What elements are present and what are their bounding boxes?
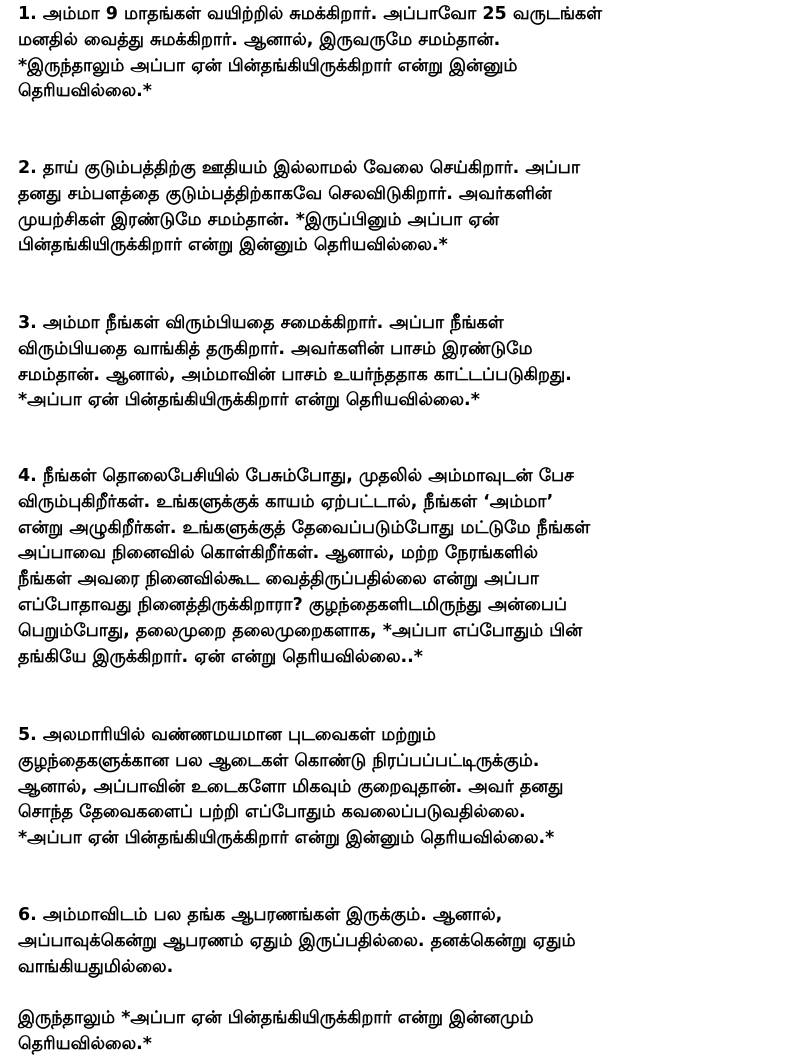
paragraph-3: 3. அம்மா நீங்கள் விரும்பியதை சமைக்கிறார். அப்பா நீங்கள் விரும்பியதை வாங்கித் தருகிறார். அவர்களின் பாசம் இரண்டுமே சமம்தான். ஆனால், அம்மாவின் பாசம் உயர்ந்ததாக காட்டப்படுகிறது. *அப்பா ஏன் பின்தங்கியிருக்கிறார் என்று தெரியவில்லை.* — [18, 313, 572, 411]
paragraph-1: 1. அம்மா 9 மாதங்கள் வயிற்றில் சுமக்கிறார். அப்பாவோ 25 வருடங்கள் மனதில் வைத்து சுமக்கிறார். ஆனால், இருவருமே சமம்தான். *இருந்தாலும் அப்பா ஏன் பின்தங்கியிருக்கிறார் என்று இன்னும் தெரியவில்லை.* — [18, 4, 603, 102]
paragraph-5: 5. அலமாரியில் வண்ணமயமான புடவைகள் மற்றும் குழந்தைகளுக்கான பல ஆடைகள் கொண்டு நிரப்பப்பட்டிருக்கும். ஆனால், அப்பாவின் உடைகளோ மிகவும் குறைவுதான். அவர் தனது சொந்த தேவைகளைப் பற்றி எப்போதும் கவலைப்படுவதில்லை. *அப்பா ஏன் பின்தங்கியிருக்கிறார் என்று இன்னும் தெரியவில்லை.* — [18, 725, 564, 849]
paragraph-6-conclusion: இருந்தாலும் *அப்பா ஏன் பின்தங்கியிருக்கிறார் என்று இன்னமும் தெரியவில்லை.* — [18, 1008, 534, 1054]
paragraph-2: 2. தாய் குடும்பத்திற்கு ஊதியம் இல்லாமல் வேலை செய்கிறார். அப்பா தனது சம்பளத்தை குடும்பத்திற்காகவே செலவிடுகிறார். அவர்களின் முயற்சிகள் இரண்டுமே சமம்தான். *இருப்பினும் அப்பா ஏன் பின்தங்கியிருக்கிறார் என்று இன்னும் தெரியவில்லை.* — [18, 158, 580, 256]
paragraph-6: 6. அம்மாவிடம் பல தங்க ஆபரணங்கள் இருக்கும். ஆனால், அப்பாவுக்கென்று ஆபரணம் ஏதும் இருப்பதில்லை. தனக்கென்று ஏதும் வாங்கியதுமில்லை. — [18, 905, 576, 977]
paragraph-4: 4. நீங்கள் தொலைபேசியில் பேசும்போது, முதலில் அம்மாவுடன் பேச விரும்புகிறீர்கள். உங்களுக்குக் காயம் ஏற்பட்டால், நீங்கள் ‘அம்மா’ என்று அழுகிறீர்கள். உங்களுக்குத் தேவைப்படும்போது மட்டுமே நீங்கள் அப்பாவை நினைவில் கொள்கிறீர்கள். ஆனால், மற்ற நேரங்களில் நீங்கள் அவரை நினைவில்கூட வைத்திருப்பதில்லை என்று அப்பா எப்போதாவது நினைத்திருக்கிறாரா? குழந்தைகளிடமிருந்து அன்பைப் பெறும்போது, தலைமுறை தலைமுறைகளாக, *அப்பா எப்போதும் பின் தங்கியே இருக்கிறார். ஏன் என்று தெரியவில்லை..* — [18, 466, 591, 667]
